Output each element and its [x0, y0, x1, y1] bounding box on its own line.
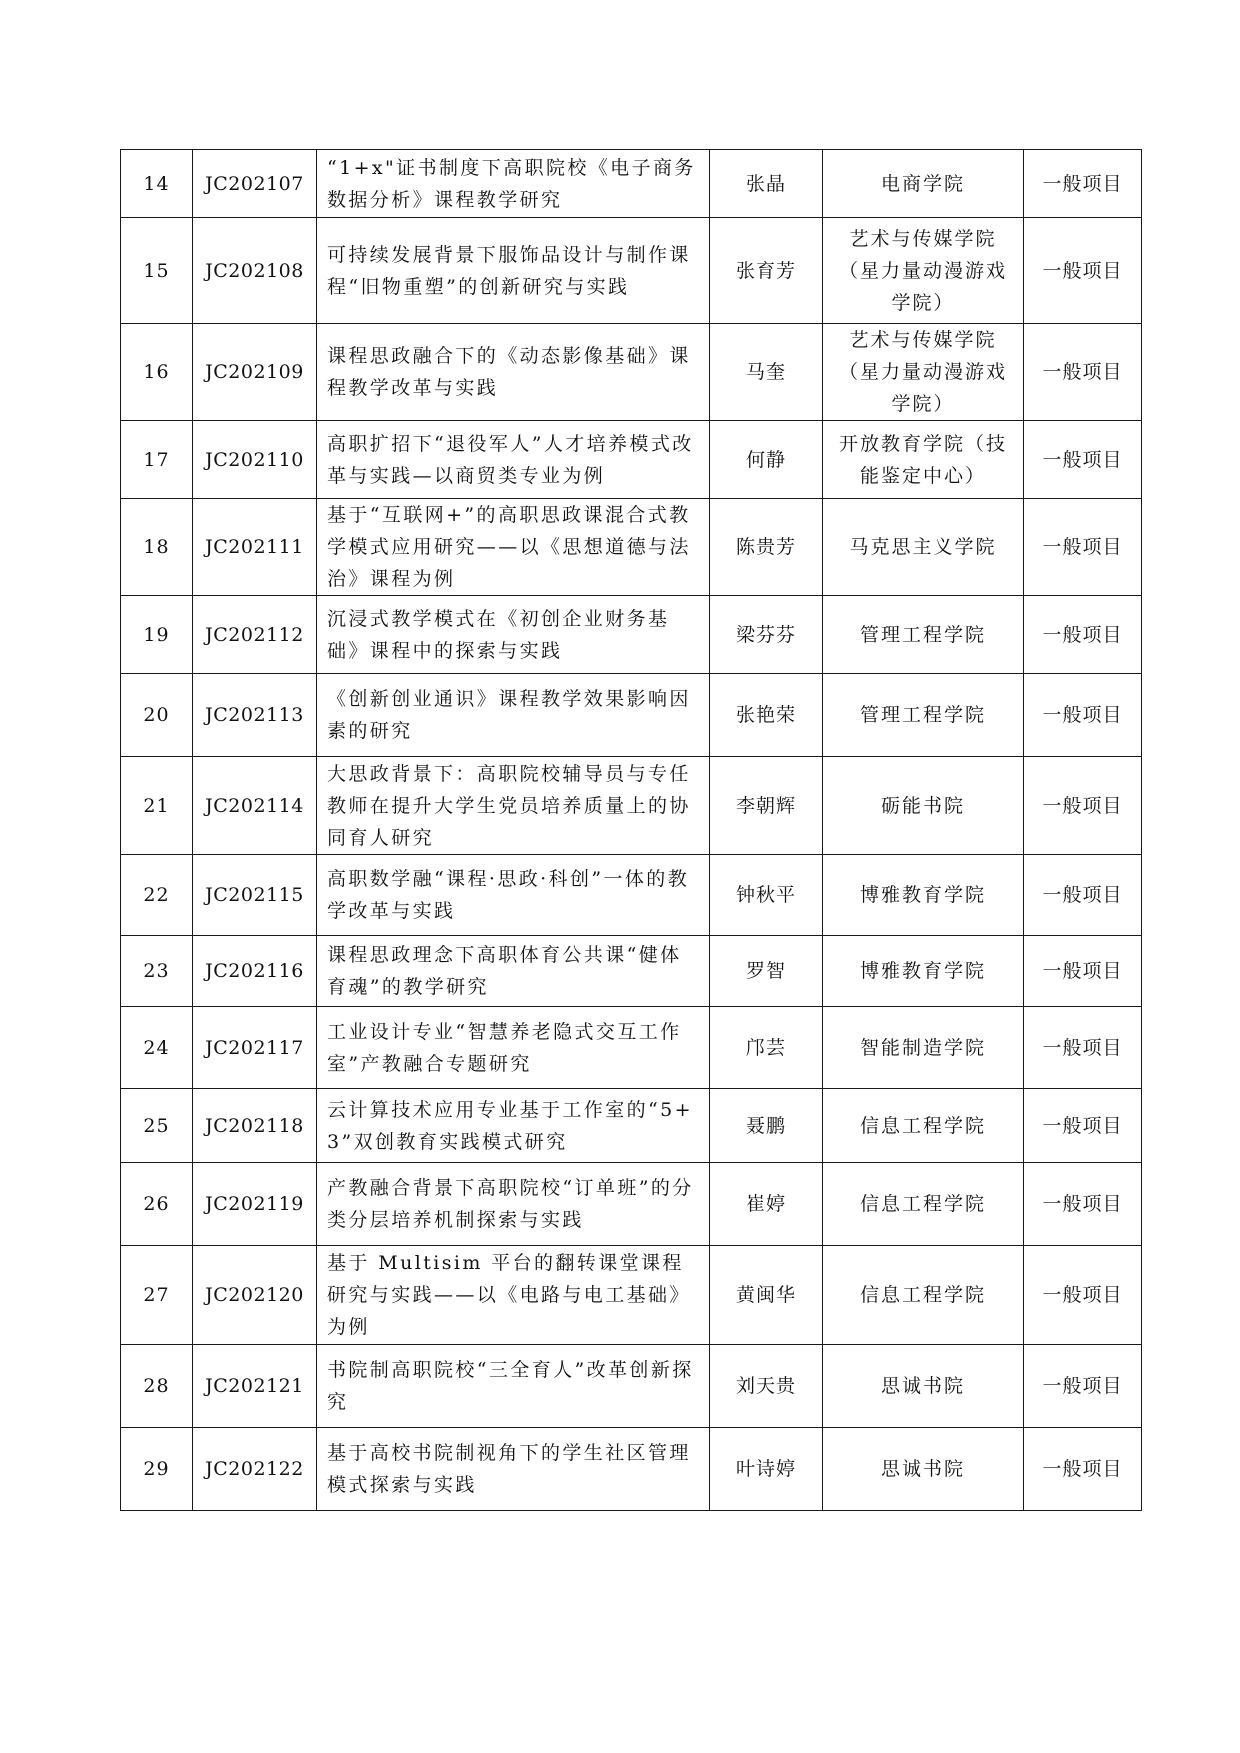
project-leader: 崔婷 [710, 1163, 823, 1246]
project-type: 一般项目 [1024, 1428, 1142, 1511]
college-name: 艺术与传媒学院（星力量动漫游戏学院） [823, 218, 1024, 324]
table-row [121, 1246, 1142, 1345]
row-number: 26 [121, 1163, 193, 1246]
project-leader: 刘天贵 [710, 1345, 823, 1428]
project-title: 基于“互联网+”的高职思政课混合式教学模式应用研究——以《思想道德与法治》课程为例 [317, 499, 710, 596]
table-row [121, 218, 1142, 324]
project-leader: 聂鹏 [710, 1089, 823, 1163]
table-row [121, 1089, 1142, 1163]
row-number: 16 [121, 324, 193, 421]
college-name: 电商学院 [823, 150, 1024, 218]
project-title: 书院制高职院校“三全育人”改革创新探究 [317, 1345, 710, 1428]
project-title: “1+x"证书制度下高职院校《电子商务数据分析》课程教学研究 [317, 150, 710, 218]
project-code: JC202117 [193, 1007, 317, 1089]
project-title: 工业设计专业“智慧养老隐式交互工作室”产教融合专题研究 [317, 1007, 710, 1089]
table-row [121, 936, 1142, 1007]
project-type: 一般项目 [1024, 499, 1142, 596]
project-title: 课程思政理念下高职体育公共课“健体育魂”的教学研究 [317, 936, 710, 1007]
project-type: 一般项目 [1024, 324, 1142, 421]
table-row [121, 324, 1142, 421]
project-leader: 陈贵芳 [710, 499, 823, 596]
row-number: 25 [121, 1089, 193, 1163]
row-number: 29 [121, 1428, 193, 1511]
college-name: 管理工程学院 [823, 674, 1024, 757]
row-number: 27 [121, 1246, 193, 1345]
project-code: JC202107 [193, 150, 317, 218]
project-table [120, 149, 1142, 1511]
row-number: 14 [121, 150, 193, 218]
project-code: JC202114 [193, 757, 317, 855]
college-name: 开放教育学院（技能鉴定中心） [823, 421, 1024, 499]
college-name: 信息工程学院 [823, 1246, 1024, 1345]
project-title: 《创新创业通识》课程教学效果影响因素的研究 [317, 674, 710, 757]
project-title: 高职数学融“课程·思政·科创”一体的教学改革与实践 [317, 855, 710, 936]
project-title: 基于高校书院制视角下的学生社区管理模式探索与实践 [317, 1428, 710, 1511]
college-name: 艺术与传媒学院（星力量动漫游戏学院） [823, 324, 1024, 421]
project-code: JC202122 [193, 1428, 317, 1511]
table-row [121, 674, 1142, 757]
table-row [121, 1345, 1142, 1428]
project-leader: 叶诗婷 [710, 1428, 823, 1511]
row-number: 21 [121, 757, 193, 855]
project-leader: 张晶 [710, 150, 823, 218]
project-type: 一般项目 [1024, 936, 1142, 1007]
college-name: 思诚书院 [823, 1428, 1024, 1511]
project-type: 一般项目 [1024, 1007, 1142, 1089]
college-name: 信息工程学院 [823, 1163, 1024, 1246]
project-type: 一般项目 [1024, 1163, 1142, 1246]
college-name: 马克思主义学院 [823, 499, 1024, 596]
table-row [121, 150, 1142, 218]
project-code: JC202111 [193, 499, 317, 596]
row-number: 20 [121, 674, 193, 757]
row-number: 15 [121, 218, 193, 324]
row-number: 24 [121, 1007, 193, 1089]
project-leader: 邝芸 [710, 1007, 823, 1089]
project-leader: 黄闽华 [710, 1246, 823, 1345]
project-code: JC202113 [193, 674, 317, 757]
college-name: 砺能书院 [823, 757, 1024, 855]
project-title: 大思政背景下：高职院校辅导员与专任教师在提升大学生党员培养质量上的协同育人研究 [317, 757, 710, 855]
project-type: 一般项目 [1024, 1345, 1142, 1428]
college-name: 管理工程学院 [823, 596, 1024, 674]
project-type: 一般项目 [1024, 1089, 1142, 1163]
project-type: 一般项目 [1024, 596, 1142, 674]
table-row [121, 1428, 1142, 1511]
project-title: 高职扩招下“退役军人”人才培养模式改革与实践—以商贸类专业为例 [317, 421, 710, 499]
project-code: JC202109 [193, 324, 317, 421]
row-number: 22 [121, 855, 193, 936]
row-number: 17 [121, 421, 193, 499]
project-title: 基于 Multisim 平台的翻转课堂课程研究与实践——以《电路与电工基础》为例 [317, 1246, 710, 1345]
project-title: 云计算技术应用专业基于工作室的“5+3”双创教育实践模式研究 [317, 1089, 710, 1163]
table-row [121, 596, 1142, 674]
table-row [121, 1163, 1142, 1246]
project-type: 一般项目 [1024, 855, 1142, 936]
project-type: 一般项目 [1024, 218, 1142, 324]
project-leader: 马奎 [710, 324, 823, 421]
table-row [121, 855, 1142, 936]
project-code: JC202121 [193, 1345, 317, 1428]
row-number: 19 [121, 596, 193, 674]
project-leader: 张育芳 [710, 218, 823, 324]
project-leader: 梁芬芬 [710, 596, 823, 674]
project-code: JC202110 [193, 421, 317, 499]
project-code: JC202112 [193, 596, 317, 674]
project-code: JC202115 [193, 855, 317, 936]
project-type: 一般项目 [1024, 674, 1142, 757]
project-title: 可持续发展背景下服饰品设计与制作课程“旧物重塑”的创新研究与实践 [317, 218, 710, 324]
project-leader: 李朝辉 [710, 757, 823, 855]
college-name: 智能制造学院 [823, 1007, 1024, 1089]
college-name: 思诚书院 [823, 1345, 1024, 1428]
project-title: 沉浸式教学模式在《初创企业财务基础》课程中的探索与实践 [317, 596, 710, 674]
table-row [121, 757, 1142, 855]
college-name: 博雅教育学院 [823, 936, 1024, 1007]
project-title: 课程思政融合下的《动态影像基础》课程教学改革与实践 [317, 324, 710, 421]
table-row [121, 421, 1142, 499]
college-name: 博雅教育学院 [823, 855, 1024, 936]
project-code: JC202120 [193, 1246, 317, 1345]
table-row [121, 499, 1142, 596]
project-code: JC202108 [193, 218, 317, 324]
row-number: 28 [121, 1345, 193, 1428]
college-name: 信息工程学院 [823, 1089, 1024, 1163]
project-leader: 张艳荣 [710, 674, 823, 757]
row-number: 23 [121, 936, 193, 1007]
project-type: 一般项目 [1024, 421, 1142, 499]
project-leader: 罗智 [710, 936, 823, 1007]
table-row [121, 1007, 1142, 1089]
project-code: JC202119 [193, 1163, 317, 1246]
project-code: JC202116 [193, 936, 317, 1007]
project-leader: 钟秋平 [710, 855, 823, 936]
project-type: 一般项目 [1024, 150, 1142, 218]
row-number: 18 [121, 499, 193, 596]
project-type: 一般项目 [1024, 1246, 1142, 1345]
project-type: 一般项目 [1024, 757, 1142, 855]
project-leader: 何静 [710, 421, 823, 499]
project-code: JC202118 [193, 1089, 317, 1163]
project-title: 产教融合背景下高职院校“订单班”的分类分层培养机制探索与实践 [317, 1163, 710, 1246]
